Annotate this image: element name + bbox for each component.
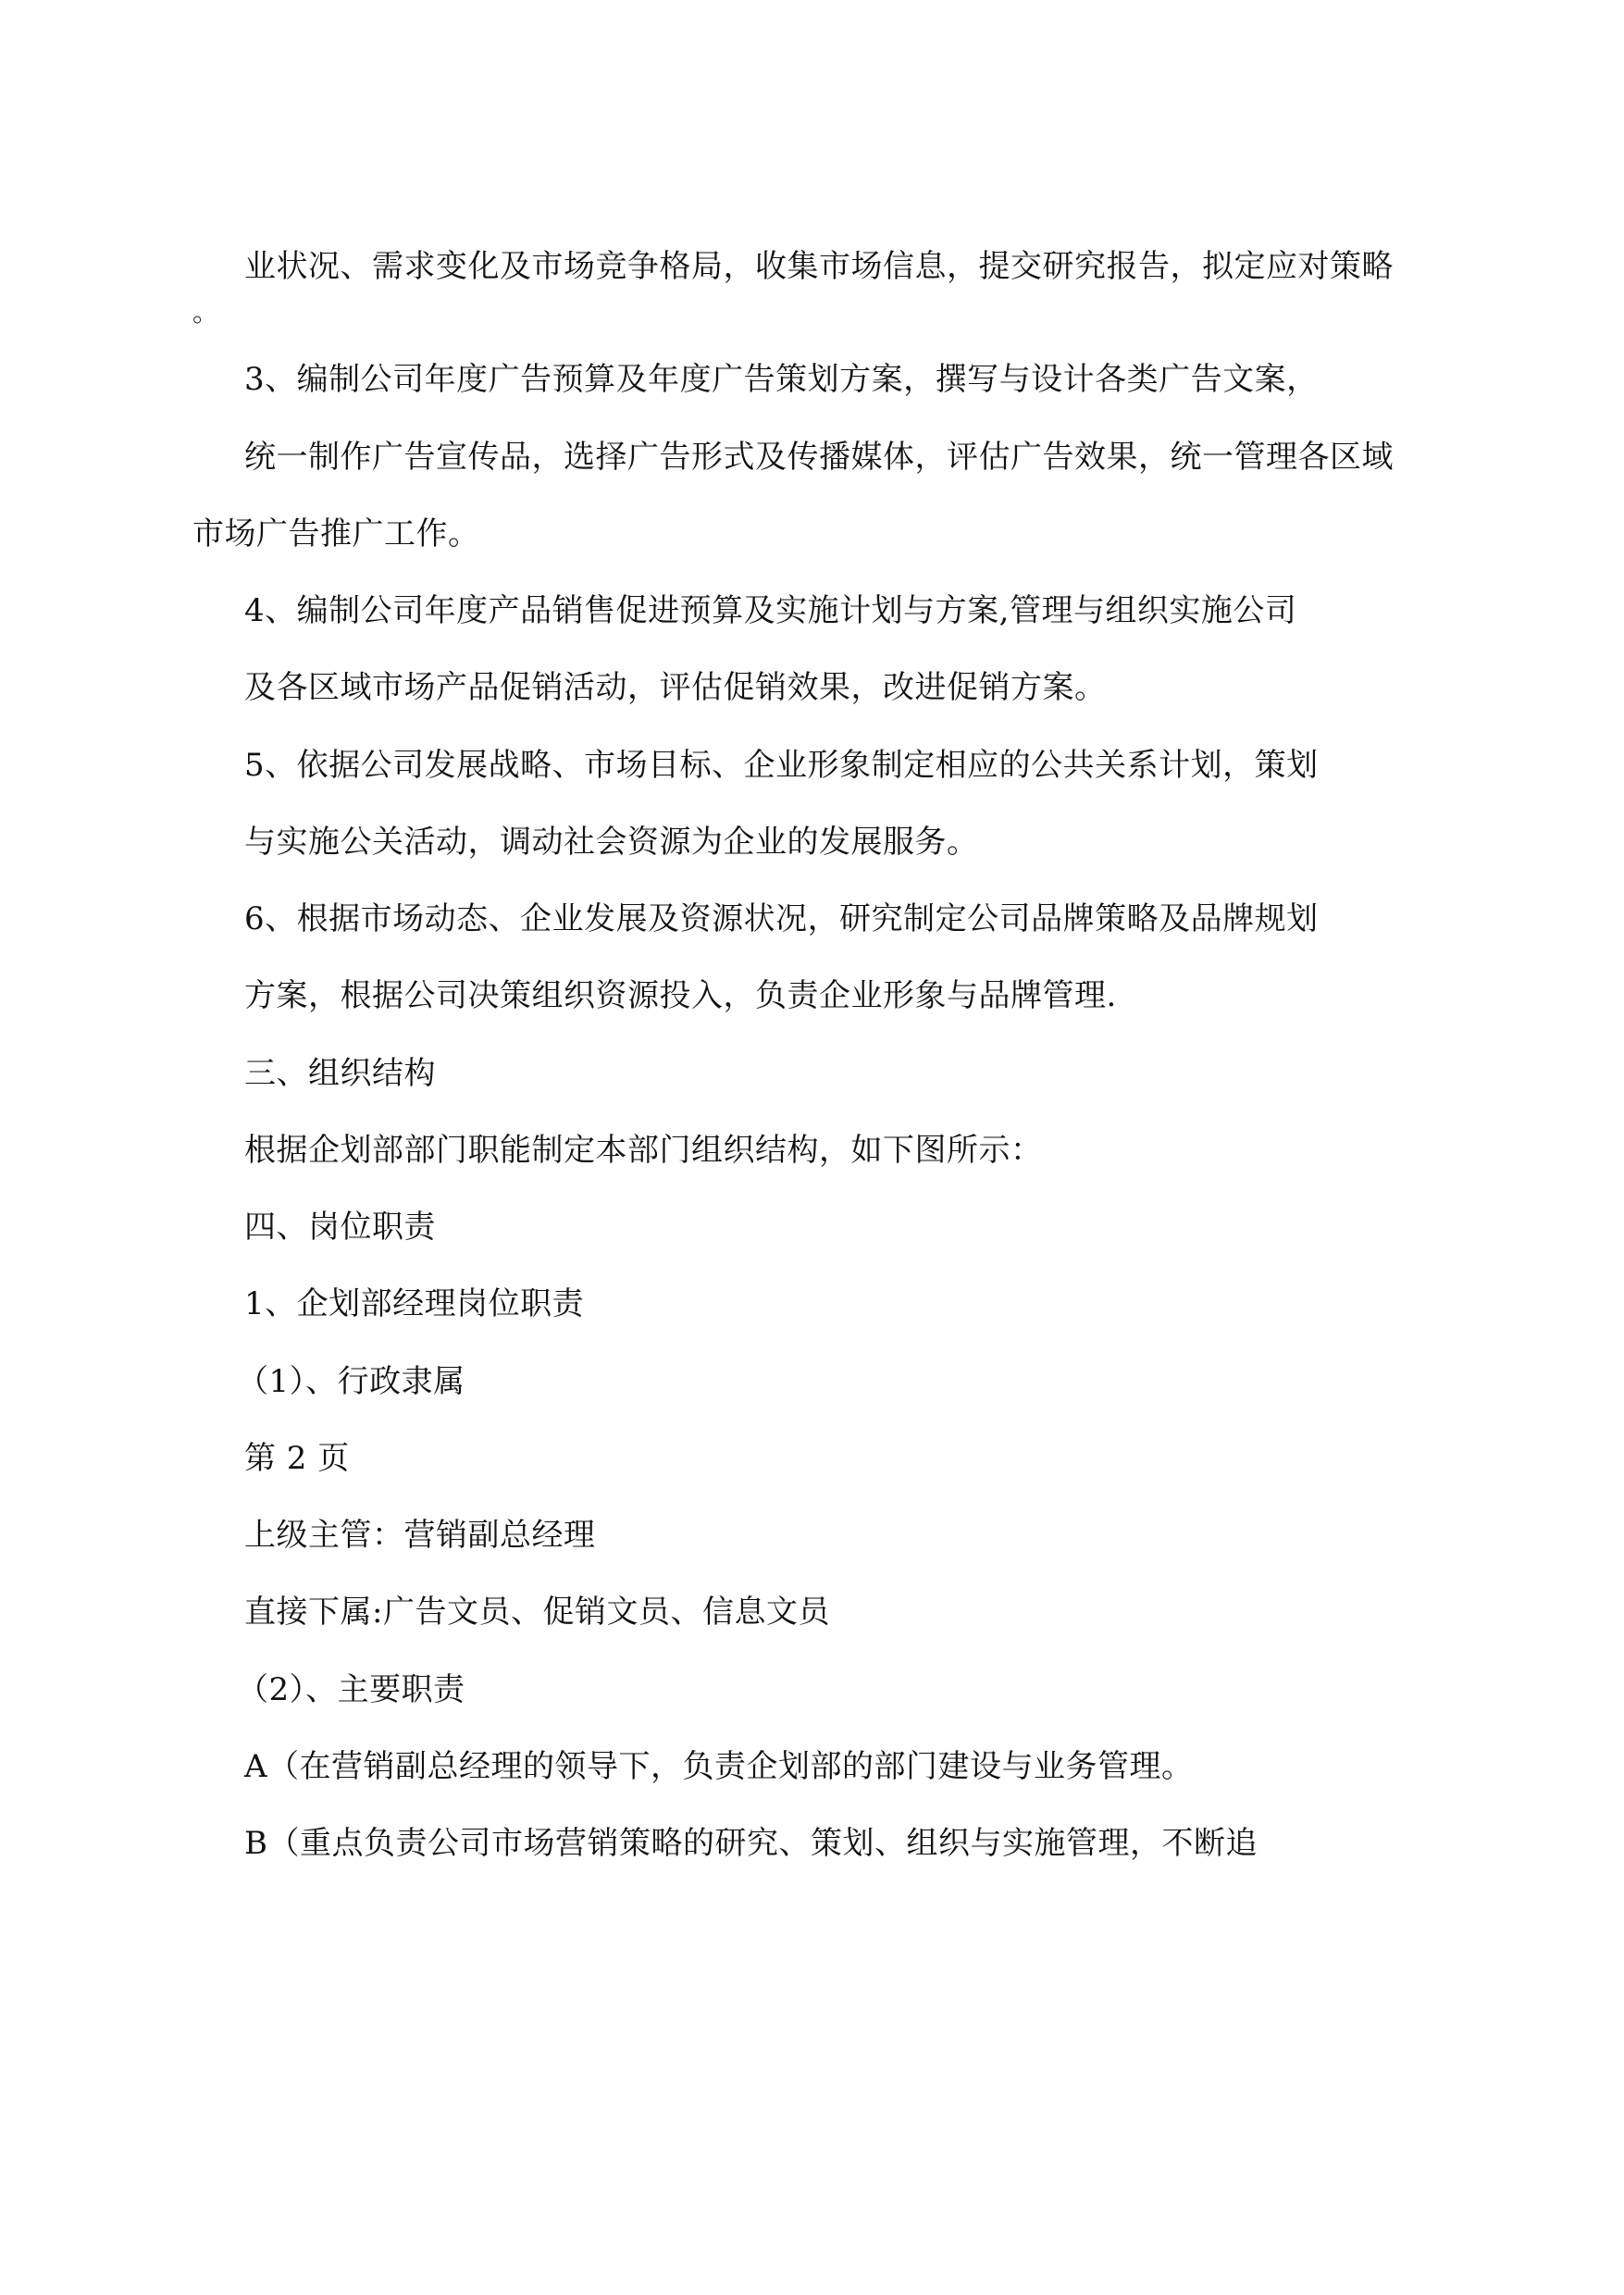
text-line-13: 根据企划部部门职能制定本部门组织结构，如下图所示： — [244, 1132, 1043, 1169]
text-line-9: 与实施公关活动，调动社会资源为企业的发展服务。 — [244, 824, 979, 861]
text-line-6: 4、编制公司年度产品销售促进预算及实施计划与方案,管理与组织实施公司 — [244, 592, 1297, 629]
text-line-19: 直接下属:广告文员、促销文员、信息文员 — [244, 1594, 830, 1631]
text-line-22: B（重点负责公司市场营销策略的研究、策划、组织与实施管理，不断追 — [244, 1825, 1258, 1862]
text-line-4: 统一制作广告宣传品，选择广告形式及传播媒体，评估广告效果，统一管理各区域 — [244, 439, 1394, 476]
text-line-11: 方案，根据公司决策组织资源投入，负责企业形象与品牌管理. — [244, 977, 1117, 1014]
subheading-manager-duties: 1、企划部经理岗位职责 — [244, 1285, 585, 1322]
text-line-7: 及各区域市场产品促销活动，评估促销效果，改进促销方案。 — [244, 669, 1107, 706]
section-heading-organization: 三、组织结构 — [244, 1055, 436, 1092]
text-line-10: 6、根据市场动态、企业发展及资源状况，研究制定公司品牌策略及品牌规划 — [244, 900, 1319, 937]
text-line-18: 上级主管：营销副总经理 — [244, 1517, 596, 1554]
text-line-1: 业状况、需求变化及市场竞争格局，收集市场信息，提交研究报告，拟定应对策略 — [244, 248, 1394, 285]
subheading-main-duties: （2）、主要职责 — [237, 1671, 465, 1708]
text-line-8: 5、依据公司发展战略、市场目标、企业形象制定相应的公共关系计划，策划 — [244, 747, 1319, 784]
text-line-21: A（在营销副总经理的领导下，负责企划部的部门建设与业务管理。 — [244, 1748, 1194, 1785]
text-line-3: 3、编制公司年度广告预算及年度广告策划方案，撰写与设计各类广告文案， — [244, 361, 1319, 398]
text-line-2: 。 — [192, 297, 219, 328]
text-line-5: 市场广告推广工作。 — [192, 515, 480, 552]
page-number: 第 2 页 — [244, 1440, 350, 1477]
section-heading-duties: 四、岗位职责 — [244, 1209, 436, 1246]
subheading-reporting: （1）、行政隶属 — [237, 1363, 465, 1400]
